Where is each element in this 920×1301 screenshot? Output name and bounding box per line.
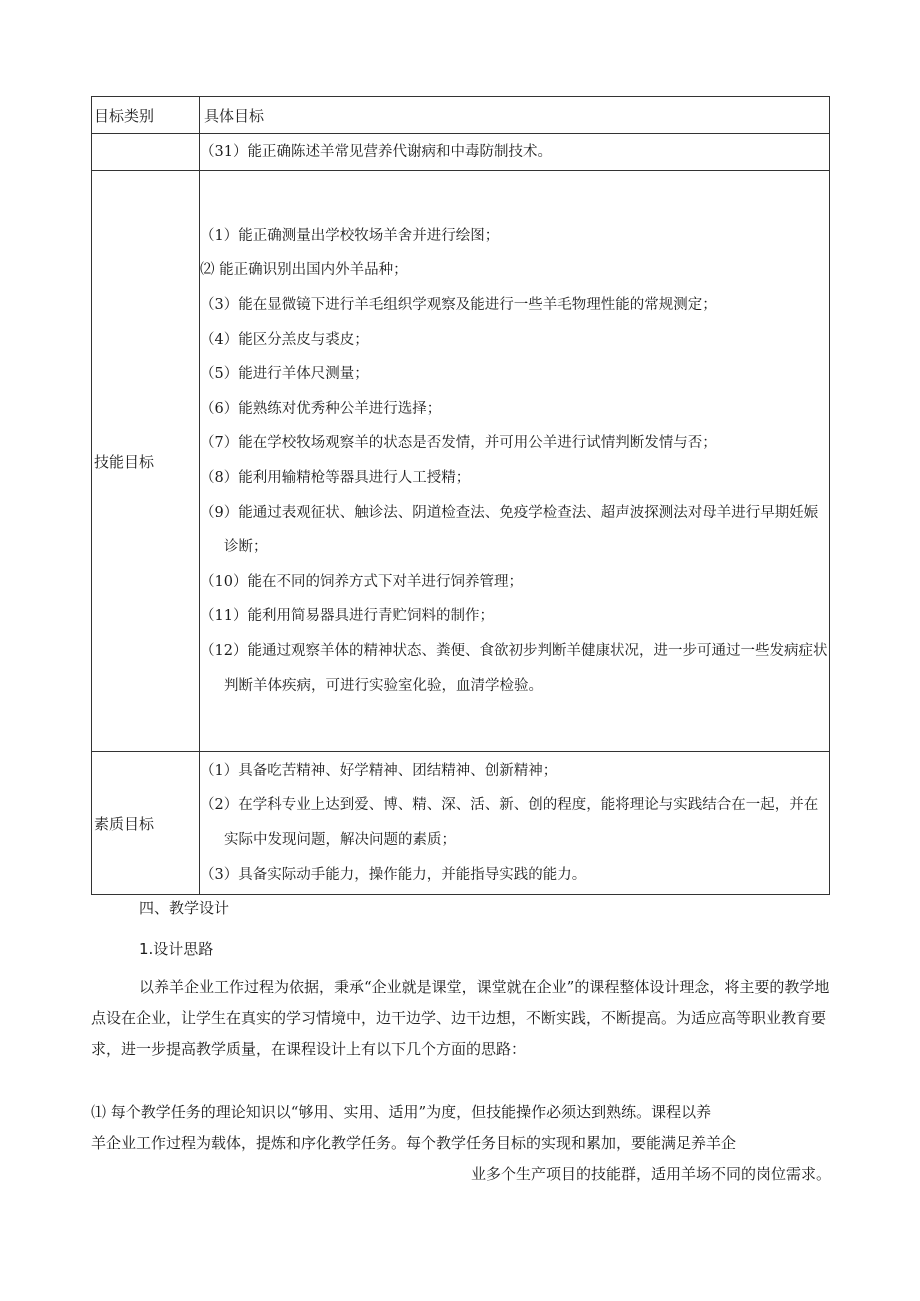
list-item: （31）能正确陈述羊常见营养代谢病和中毒防制技术。: [200, 143, 552, 160]
list-item: （11）能利用简易器具进行青贮饲料的制作；: [200, 608, 494, 625]
list-item: （1）能正确测量出学校牧场羊舍并进行绘图；: [200, 227, 500, 244]
list-item: （7）能在学校牧场观察羊的状态是否发情，并可用公羊进行试情判断发情与否；: [200, 435, 717, 452]
quality-category: 素质目标: [92, 752, 200, 895]
table-row-skill: [92, 171, 830, 752]
header-detail: 具体目标: [200, 97, 830, 134]
list-item: ⑵ 能正确识别出国内外羊品种；: [200, 262, 408, 279]
list-item: （3）能在显微镜下进行羊毛组织学观察及能进行一些羊毛物理性能的常规测定；: [200, 297, 717, 314]
header-category: 目标类别: [92, 97, 200, 134]
table-row: [92, 134, 830, 171]
list-item: （6）能熟练对优秀种公羊进行选择；: [200, 400, 442, 417]
list-item: （4）能区分羔皮与裘皮；: [200, 331, 369, 348]
list-item: （1）具备吃苦精神、好学精神、团结精神、创新精神；: [200, 762, 558, 779]
list-item: （8）能利用输精枪等器具进行人工授精；: [200, 470, 471, 486]
body-paragraph-list-item: [91, 1097, 831, 1190]
list-item: （10）能在不同的饲养方式下对羊进行饲养管理；: [200, 573, 523, 590]
list-item: （2）在学科专业上达到爱、博、精、深、活、新、创的程度，能将理论与实践结合在一起，并在实际中发现问题，解决问题的素质；: [200, 797, 819, 848]
empty-category-cell: [92, 134, 200, 171]
paragraph-line: 羊企业工作过程为载体，提炼和序化教学任务。每个教学任务目标的实现和累加，要能满足养羊企: [91, 1134, 737, 1152]
list-item: （9）能通过表观征状、触诊法、阴道检查法、免疫学检查法、超声波探测法对母羊进行早期妊娠诊断；: [200, 504, 819, 556]
paragraph-line: ⑴ 每个教学任务的理论知识以“够用、实用、适用”为度，但技能操作必须达到熟练。课程以养: [91, 1103, 712, 1121]
paragraph-line: 业多个生产项目的技能群，适用羊场不同的岗位需求。: [470, 1165, 831, 1183]
skill-category: 技能目标: [92, 171, 200, 752]
objectives-table: [91, 96, 830, 895]
section-title: 四、教学设计: [139, 899, 230, 917]
list-item: （5）能进行羊体尺测量；: [200, 366, 369, 383]
table-header-row: [92, 97, 830, 134]
continuation-cell: [200, 134, 830, 171]
body-paragraph: 以养羊企业工作过程为依据，秉承“企业就是课堂，课堂就在企业”的课程整体设计理念，将主要的教学地点设在企业，让学生在真实的学习情境中，边干边学、边干边想，不断实践，不断提高。为适应高等职业教育要求，进一步提高教学质量，在课程设计上有以下几个方面的思路：: [91, 978, 830, 1058]
list-item: （12）能通过观察羊体的精神状态、粪便、食欲初步判断羊健康状况，进一步可通过一些发病症状判断羊体疾病，可进行实验室化验，血清学检验。: [200, 642, 828, 694]
subsection-title: 1.设计思路: [139, 940, 214, 958]
skill-items-cell: [200, 171, 830, 752]
list-item: （3）具备实际动手能力，操作能力，并能指导实践的能力。: [200, 866, 587, 883]
table-row-quality: [92, 752, 830, 895]
quality-items-cell: [200, 752, 830, 895]
